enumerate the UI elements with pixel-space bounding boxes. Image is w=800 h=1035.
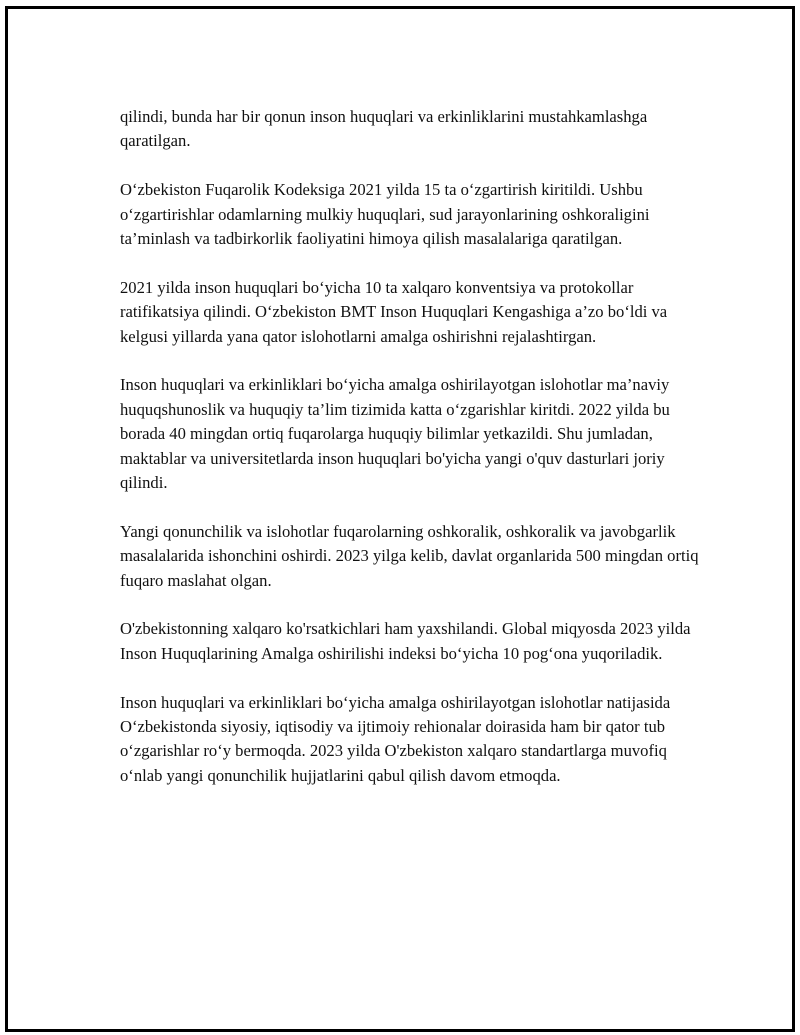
paragraph-6: O'zbekistonning xalqaro ko'rsatkichlari ham yaxshilandi. Global miqyosda 2023 yilda Inson Huquqlarining Amalga oshirilishi indeksi bo‘yicha 10 pog‘ona yuqoriladik. [120, 619, 691, 663]
page-frame [5, 6, 795, 1032]
paragraph-5: Yangi qonunchilik va islohotlar fuqarolarning oshkoralik, oshkoralik va javobgarlik masalalarida ishonchini oshirdi. 2023 yilga kelib, davlat organlarida 500 mingdan ortiq fuqaro maslahat olgan. [120, 521, 699, 590]
paragraph-1: qilindi, bunda har bir qonun inson huquqlari va erkinliklarini mustahkamlashga qaratilgan. [120, 107, 648, 151]
document-body [120, 105, 710, 788]
paragraph-3: 2021 yilda inson huquqlari bo‘yicha 10 ta xalqaro konventsiya va protokollar ratifikatsiya qilindi. O‘zbekiston BMT Inson Huquqlari Kengashiga a’zo bo‘ldi va kelgusi yillarda yana qator islohotlarni amalga oshirishni rejalashtirgan. [120, 277, 668, 346]
paragraph-2: O‘zbekiston Fuqarolik Kodeksiga 2021 yilda 15 ta o‘zgartirish kiritildi. Ushbu o‘zgartirishlar odamlarning mulkiy huquqlari, sud jarayonlarining oshkoraligini ta’minlash va tadbirkorlik faoliyatini himoya qilish masalalariga qaratilgan. [120, 180, 650, 249]
paragraph-4: Inson huquqlari va erkinliklari bo‘yicha amalga oshirilayotgan islohotlar ma’naviy huquqshunoslik va huquqiy ta’lim tizimida katta o‘zgarishlar kiritdi. 2022 yilda bu borada 40 mingdan ortiq fuqarolarga huquqiy bilimlar yetkazildi. Shu jumladan, maktablar va universitetlarda inson huquqlari bo'yicha yangi o'quv dasturlari joriy qilindi. [120, 375, 670, 493]
paragraph-7: Inson huquqlari va erkinliklari bo‘yicha amalga oshirilayotgan islohotlar natijasida O‘zbekistonda siyosiy, iqtisodiy va ijtimoiy rehionalar doirasida ham bir qator tub o‘zgarishlar ro‘y bermoqda. 2023 yilda O'zbekiston xalqaro standartlarga muvofiq o‘nlab yangi qonunchilik hujjatlarini qabul qilish davom etmoqda. [120, 692, 671, 785]
